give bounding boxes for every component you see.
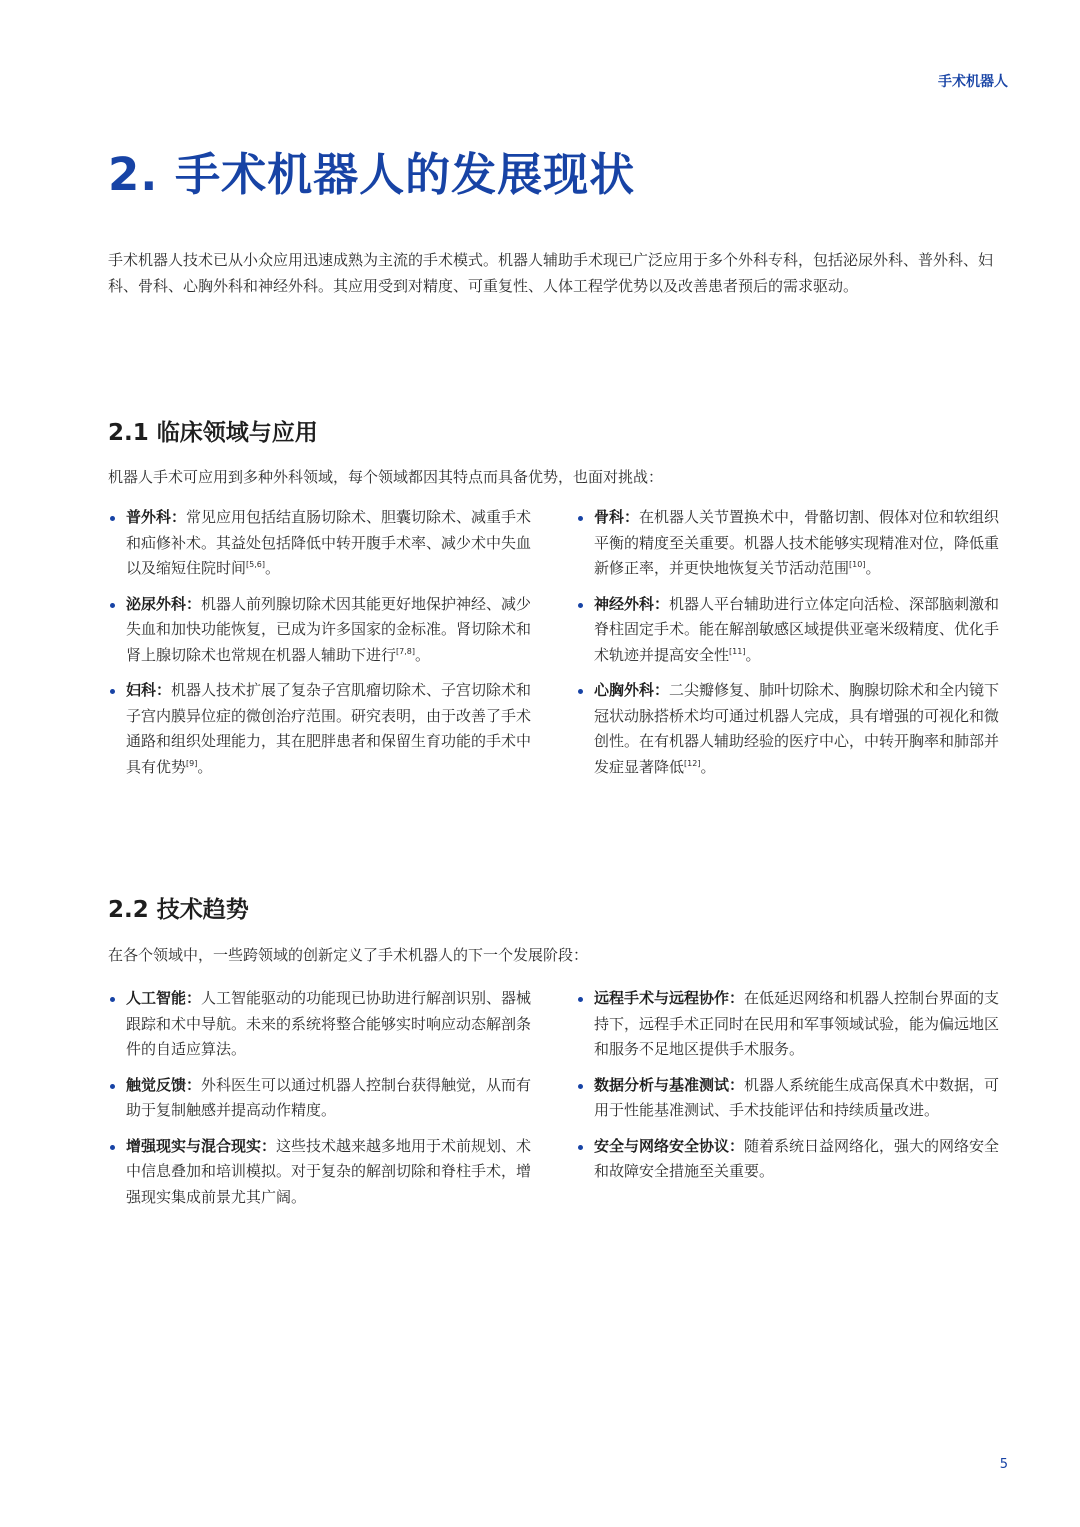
item-term: 泌尿外科： — [126, 594, 202, 613]
item-end: 。 — [414, 645, 430, 664]
bullet-icon — [578, 516, 583, 521]
item-term: 人工智能： — [126, 989, 202, 1007]
item-text: 二尖瓣修复、肺叶切除术、胸腺切除术和全内镜下冠状动脉搭桥术均可通过机器人完成，具有增强的可视化和微创性。在有机器人辅助经验的医疗中心，中转开胸率和肺部并发症显著降低 — [594, 681, 1000, 776]
item-text: 机器人前列腺切除术因其能更好地保护神经、减少失血和加快功能恢复，已成为许多国家的金标准。肾切除术和肾上腺切除术也常规在机器人辅助下进行 — [126, 594, 532, 664]
list-item — [108, 1134, 544, 1211]
item-term: 神经外科： — [594, 594, 670, 613]
section-lead-trends: 在各个领域中，一些跨领域的创新定义了手术机器人的下一个发展阶段： — [108, 946, 589, 964]
list-item — [576, 505, 1012, 582]
item-end: 。 — [264, 559, 280, 577]
item-end: 。 — [700, 757, 716, 776]
item-term: 骨科： — [594, 508, 640, 526]
section-heading-trends: 2.2 技术趋势 — [108, 897, 249, 923]
citation-ref: [11] — [729, 646, 746, 656]
citation-ref: [12] — [684, 758, 701, 768]
list-item — [576, 592, 1012, 669]
item-text: 常见应用包括结直肠切除术、胆囊切除术、减重手术和疝修补术。其益处包括降低中转开腹手术率、减少术中失血以及缩短住院时间 — [126, 508, 532, 577]
bullet-icon — [110, 689, 115, 694]
item-text: 人工智能驱动的功能现已协助进行解剖识别、器械跟踪和术中导航。未来的系统将整合能够实时响应动态解剖条件的自适应算法。 — [126, 989, 532, 1058]
list-item — [108, 1073, 544, 1124]
bullet-list-clinical — [108, 505, 1012, 790]
item-text: 在机器人关节置换术中，骨骼切割、假体对位和软组织平衡的精度至关重要。机器人技术能够实现精准对位，降低重新修正率，并更快地恢复关节活动范围 — [594, 508, 1000, 577]
item-text: 外科医生可以通过机器人控制台获得触觉，从而有助于复制触感并提高动作精度。 — [126, 1075, 532, 1119]
list-item — [108, 592, 544, 669]
item-term: 数据分析与基准测试： — [594, 1075, 745, 1094]
item-term: 触觉反馈： — [126, 1075, 202, 1094]
header-tag: 手术机器人 — [938, 74, 1008, 90]
item-text: 机器人技术扩展了复杂子宫肌瘤切除术、子宫切除术和子宫内膜异位症的微创治疗范围。研究表明，由于改善了手术通路和组织处理能力，其在肥胖患者和保留生育功能的手术中具有优势 — [126, 681, 532, 776]
bullet-column-left — [108, 505, 544, 790]
list-item — [576, 678, 1012, 780]
item-term: 妇科： — [126, 681, 172, 699]
list-item — [108, 678, 544, 780]
bullet-icon — [110, 1084, 115, 1089]
bullet-column-left — [108, 986, 544, 1220]
bullet-icon — [578, 603, 583, 608]
item-text: 这些技术越来越多地用于术前规划、术中信息叠加和培训模拟。对于复杂的解剖切除和脊柱手术，增强现实集成前景尤其广阔。 — [126, 1136, 532, 1206]
citation-ref: [9] — [186, 758, 198, 768]
list-item — [108, 505, 544, 582]
item-term: 增强现实与混合现实： — [126, 1136, 277, 1155]
bullet-icon — [110, 997, 115, 1002]
list-item — [108, 986, 544, 1063]
list-item — [576, 1073, 1012, 1124]
item-term: 远程手术与远程协作： — [594, 989, 745, 1007]
citation-ref: [10] — [849, 560, 866, 569]
citation-ref: [7,8] — [396, 646, 415, 656]
page-title: 2. 手术机器人的发展现状 — [108, 148, 636, 201]
section-heading-clinical: 2.1 临床领域与应用 — [108, 420, 318, 446]
bullet-icon — [110, 1145, 115, 1150]
item-end: 。 — [865, 559, 881, 577]
item-text: 机器人系统能生成高保真术中数据，可用于性能基准测试、手术技能评估和持续质量改进。 — [594, 1075, 1000, 1119]
intro-paragraph: 手术机器人技术已从小众应用迅速成熟为主流的手术模式。机器人辅助手术现已广泛应用于多个外科专科，包括泌尿外科、普外科、妇科、骨科、心胸外科和神经外科。其应用受到对精度、可重复性、人体工程学优势以及改善患者预后的需求驱动。 — [108, 251, 994, 295]
citation-ref: [5,6] — [246, 560, 265, 569]
page-number: 5 — [999, 1457, 1008, 1472]
item-text: 随着系统日益网络化，强大的网络安全和故障安全措施至关重要。 — [594, 1136, 1000, 1180]
item-term: 心胸外科： — [594, 681, 670, 699]
item-text: 机器人平台辅助进行立体定向活检、深部脑刺激和脊柱固定手术。能在解剖敏感区域提供亚毫米级精度、优化手术轨迹并提高安全性 — [594, 594, 1000, 664]
item-text: 在低延迟网络和机器人控制台界面的支持下，远程手术正同时在民用和军事领域试验，能为偏远地区和服务不足地区提供手术服务。 — [594, 989, 1000, 1058]
bullet-icon — [578, 1145, 583, 1150]
list-item — [576, 986, 1012, 1063]
item-term: 普外科： — [126, 508, 187, 526]
bullet-icon — [578, 689, 583, 694]
bullet-column-right — [576, 505, 1012, 790]
section-lead-clinical: 机器人手术可应用到多种外科领域，每个领域都因其特点而具备优势，也面对挑战： — [108, 468, 664, 486]
item-end: 。 — [745, 645, 761, 664]
bullet-icon — [110, 516, 115, 521]
item-end: 。 — [197, 757, 213, 776]
item-term: 安全与网络安全协议： — [594, 1136, 745, 1155]
bullet-icon — [578, 997, 583, 1002]
bullet-icon — [110, 603, 115, 608]
bullet-column-right — [576, 986, 1012, 1220]
bullet-icon — [578, 1084, 583, 1089]
list-item — [576, 1134, 1012, 1185]
bullet-list-trends — [108, 986, 1012, 1220]
